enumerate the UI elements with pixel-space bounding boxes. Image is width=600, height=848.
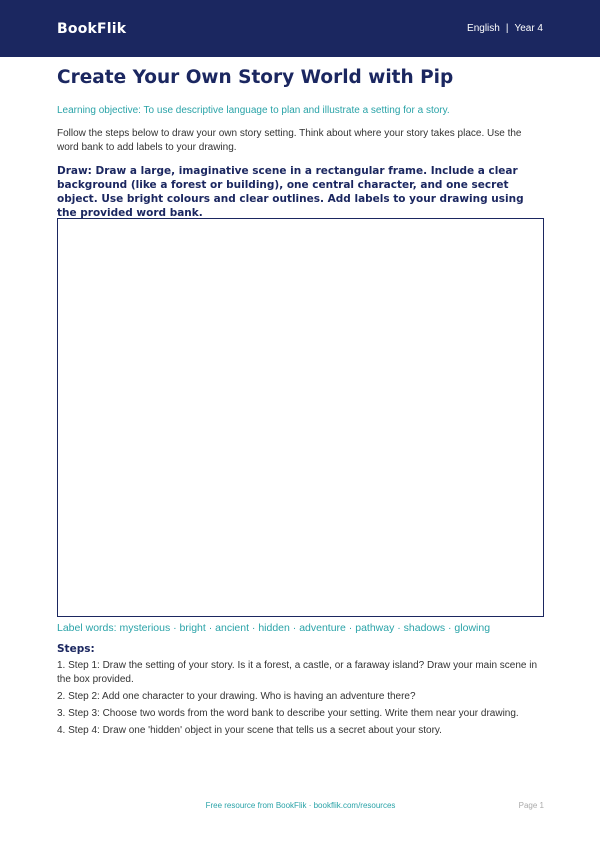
page-header (0, 0, 600, 57)
draw-instruction: Draw: Draw a large, imaginative scene in a rectangular frame. Include a clear background (like a forest or building), one central character, and one secret object. Use bright colours and clear outlines. Add labels to your drawing using the provided word bank. (57, 165, 524, 219)
step-item: 4. Step 4: Draw one 'hidden' object in your scene that tells us a secret about your story. (57, 725, 442, 736)
brand-logo: BookFlik (57, 20, 127, 37)
footer-credit[interactable]: Free resource from BookFlik · bookflik.com/resources (205, 801, 396, 810)
intro-text: Follow the steps below to draw your own story setting. Think about where your story takes place. Use the word bank to add labels to your drawing. (57, 128, 522, 153)
step-item: 3. Step 3: Choose two words from the word bank to describe your setting. Write them near your drawing. (57, 708, 519, 719)
steps-section (57, 642, 544, 738)
learning-objective: Learning objective: To use descriptive language to plan and illustrate a setting for a story. (57, 105, 450, 116)
page-footer (57, 801, 544, 815)
word-bank: Label words: mysterious · bright · ancient · hidden · adventure · pathway · shadows · glowing (57, 622, 491, 634)
subject-label: English (467, 23, 500, 34)
drawing-frame[interactable] (57, 218, 544, 617)
meta-separator: | (505, 23, 509, 34)
year-label: Year 4 (514, 23, 543, 34)
step-item: 2. Step 2: Add one character to your drawing. Who is having an adventure there? (57, 691, 416, 702)
steps-heading: Steps: (57, 643, 95, 655)
subject-year-label (467, 23, 543, 34)
step-item: 1. Step 1: Draw the setting of your story. Is it a forest, a castle, or a faraway island? Draw your main scene in the box provided. (57, 660, 538, 685)
worksheet-intro (57, 64, 544, 220)
page-title: Create Your Own Story World with Pip (57, 67, 454, 88)
page-number: Page 1 (518, 801, 544, 810)
